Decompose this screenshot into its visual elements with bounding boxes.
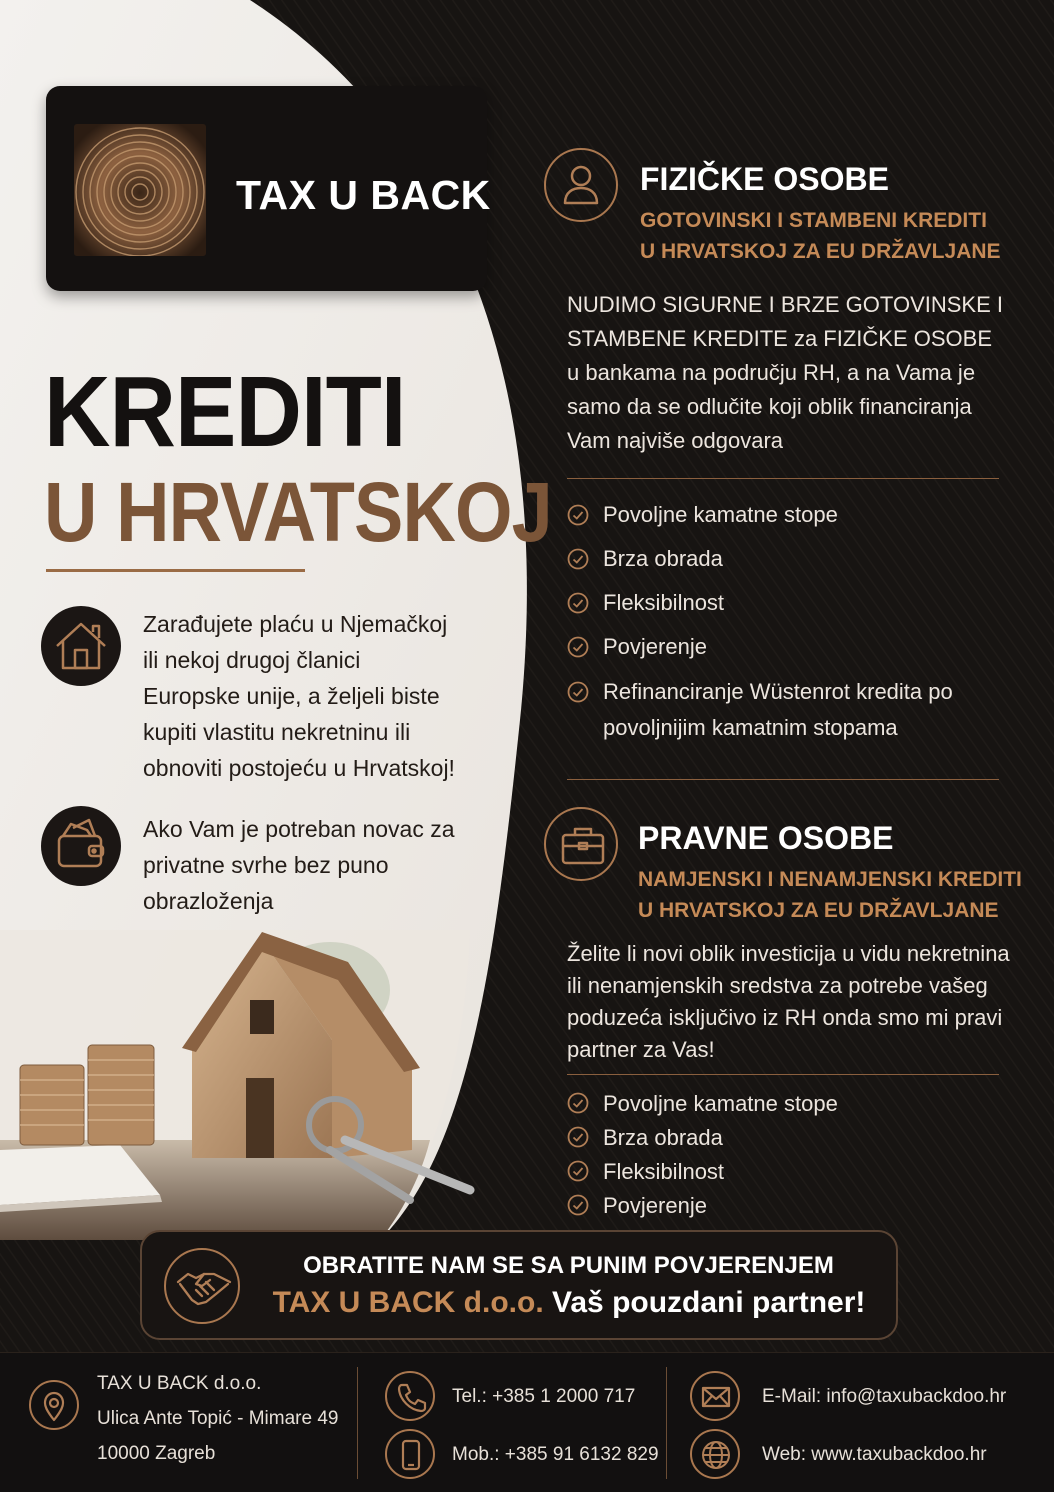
check-icon: [567, 592, 589, 614]
benefit-item: [567, 1189, 1007, 1223]
fizicke-subtitle-2: U HRVATSKOJ ZA EU DRŽAVLJANE: [640, 240, 1001, 263]
pravne-title: PRAVNE OSOBE: [638, 820, 894, 856]
hero-title-line2: U HRVATSKOJ: [44, 465, 552, 559]
footer-street: Ulica Ante Topić - Mimare 49: [97, 1408, 339, 1429]
footer-email[interactable]: E-Mail: info@taxubackdoo.hr: [762, 1386, 1007, 1407]
fizicke-divider-top: [567, 478, 999, 479]
benefit-label: Povoljne kamatne stope: [603, 1091, 838, 1116]
cta-line-1: OBRATITE NAM SE SA PUNIM POVJERENJEM: [303, 1252, 834, 1279]
footer-separator: [357, 1367, 358, 1479]
fizicke-divider-bottom: [567, 779, 999, 780]
benefit-item: [567, 586, 1007, 630]
benefit-item: [567, 1087, 1007, 1121]
house-photo: [0, 930, 470, 1240]
check-icon: [567, 548, 589, 570]
footer-phone[interactable]: Tel.: +385 1 2000 717: [452, 1386, 636, 1407]
benefit-label: Fleksibilnost: [603, 1159, 725, 1184]
feature-text-property: Zarađujete plaću u Njemačkoj ili nekoj drugoj članici Europske unije, a željeli biste kupiti vlastitu nekretninu ili obnoviti postojeću u Hrvatskoj!: [143, 611, 455, 781]
footer-city: 10000 Zagreb: [97, 1443, 216, 1464]
benefit-item: [567, 498, 1007, 542]
cta-line-2: [272, 1286, 866, 1320]
check-icon: [567, 1160, 589, 1182]
footer: [0, 1352, 1054, 1492]
benefit-label: Fleksibilnost: [603, 590, 725, 615]
brand-panel: [46, 86, 491, 291]
footer-separator: [666, 1367, 667, 1479]
location-pin-icon: [29, 1380, 79, 1430]
cta-company-name: TAX U BACK d.o.o.: [272, 1286, 544, 1319]
check-icon: [567, 1194, 589, 1216]
house-icon: [41, 606, 121, 686]
hero-divider: [46, 569, 305, 572]
benefit-label: Refinanciranje Wüstenrot kredita po povoljnijim kamatnim stopama: [603, 679, 953, 740]
benefit-label: Povjerenje: [603, 1193, 707, 1218]
check-icon: [567, 504, 589, 526]
person-icon: [544, 148, 618, 222]
fizicke-paragraph: NUDIMO SIGURNE I BRZE GOTOVINSKE I STAMBENE KREDITE za FIZIČKE OSOBE u bankama na području RH, a na Vama je samo da se odlučite koji oblik financiranja Vam najviše odgovara: [567, 292, 1003, 453]
fizicke-subtitle-1: GOTOVINSKI I STAMBENI KREDITI: [640, 209, 987, 232]
benefit-item: [567, 674, 967, 746]
wallet-icon: [41, 806, 121, 886]
pravne-subtitle-1: NAMJENSKI I NENAMJENSKI KREDITI: [638, 868, 1022, 891]
feature-text-private-cash: Ako Vam je potreban novac za privatne svrhe bez puno obrazloženja: [143, 816, 455, 914]
mobile-icon: [385, 1429, 435, 1479]
footer-web[interactable]: Web: www.taxubackdoo.hr: [762, 1444, 987, 1465]
pravne-divider: [567, 1074, 999, 1075]
check-icon: [567, 1126, 589, 1148]
benefit-item: [567, 542, 1007, 586]
footer-company: TAX U BACK d.o.o.: [97, 1373, 262, 1394]
brand-logo: [74, 124, 206, 256]
fizicke-title: FIZIČKE OSOBE: [640, 161, 889, 197]
globe-icon: [690, 1429, 740, 1479]
benefit-label: Brza obrada: [603, 546, 723, 571]
check-icon: [567, 1092, 589, 1114]
cta-banner: [140, 1230, 898, 1340]
envelope-icon: [690, 1371, 740, 1421]
brand-name: TAX U BACK: [236, 172, 491, 218]
cta-tagline: Vaš pouzdani partner!: [552, 1286, 866, 1319]
fizicke-benefits-list: [567, 498, 1007, 746]
handshake-icon: [164, 1248, 240, 1324]
pravne-subtitle-2: U HRVATSKOJ ZA EU DRŽAVLJANE: [638, 899, 999, 922]
benefit-label: Povoljne kamatne stope: [603, 502, 838, 527]
pravne-paragraph: Želite li novi oblik investicija u vidu nekretnina ili nenamjenskih sredstva za potrebe vašeg poduzeća isključivo iz RH onda smo mi pravi partner za Vas!: [567, 941, 1010, 1062]
check-icon: [567, 636, 589, 658]
phone-icon: [385, 1371, 435, 1421]
hero-title-line1: KREDITI: [44, 356, 406, 468]
benefit-item: [567, 1155, 1007, 1189]
pravne-benefits-list: [567, 1087, 1007, 1223]
briefcase-icon: [544, 807, 618, 881]
benefit-label: Povjerenje: [603, 634, 707, 659]
benefit-label: Brza obrada: [603, 1125, 723, 1150]
benefit-item: [567, 1121, 1007, 1155]
footer-mobile[interactable]: Mob.: +385 91 6132 829: [452, 1444, 659, 1465]
check-icon: [567, 681, 589, 703]
benefit-item: [567, 630, 1007, 674]
